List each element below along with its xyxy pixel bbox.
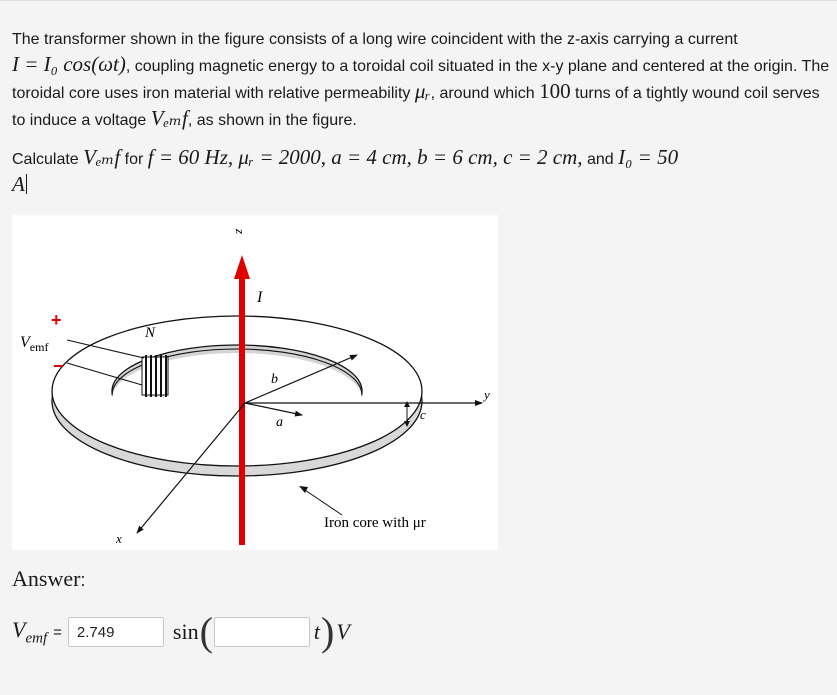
current-equation: I = I₀ cos(ωt) — [12, 52, 126, 76]
y-axis-label: y — [484, 387, 490, 402]
question-text-run: turns of a tightly wound coil serves to induce a voltage — [12, 85, 820, 129]
answer-heading-text: Answer — [12, 566, 81, 591]
question-paragraph-1 — [12, 28, 832, 133]
volt-unit: V — [336, 619, 350, 644]
question-text-run: and — [582, 151, 619, 168]
close-paren: ) — [321, 609, 335, 654]
minus-terminal-label: − — [53, 356, 64, 376]
current-label: I — [257, 289, 263, 306]
i0-value: I₀ = 50 — [618, 145, 679, 169]
question-text-run: , as shown in the figure. — [187, 112, 357, 129]
phase-input[interactable] — [214, 617, 310, 647]
current-arrow-icon — [234, 255, 250, 279]
t-variable: t — [313, 619, 321, 644]
top-divider — [0, 0, 837, 1]
vemf-answer-symbol — [12, 617, 47, 647]
question-text-run: Calculate — [12, 151, 84, 168]
transformer-figure — [12, 215, 498, 550]
text-caret — [26, 174, 27, 194]
wire-lower — [239, 475, 245, 545]
vemf-subscript: emf — [25, 630, 48, 647]
c-label: c — [420, 407, 426, 422]
core-leader-line — [302, 488, 342, 515]
answer-row — [12, 609, 350, 654]
a-label: a — [276, 415, 283, 430]
equals-sign: = — [53, 623, 62, 641]
question-paragraph-2 — [12, 145, 832, 199]
vemf-symbol: Vₑₘf — [150, 106, 188, 130]
coil-windings — [142, 355, 168, 397]
wire-upper — [239, 277, 245, 477]
x-axis-label: x — [116, 531, 122, 546]
turns-number: 100 — [539, 79, 571, 103]
open-paren: ( — [199, 609, 213, 654]
b-label: b — [271, 372, 278, 387]
question-text-run: , around which — [430, 85, 540, 102]
vemf-v: V — [12, 616, 26, 642]
z-axis-label: z — [233, 229, 248, 235]
plus-terminal-label: + — [51, 310, 62, 330]
unit-symbol: A — [12, 172, 25, 196]
mu-symbol: μᵣ — [414, 79, 431, 103]
answer-colon: : — [80, 570, 86, 590]
core-label: Iron core with μr — [324, 515, 426, 531]
vemf-symbol: Vₑₘf — [83, 145, 121, 169]
sin-label: sin — [172, 619, 199, 644]
amplitude-input[interactable] — [68, 617, 164, 647]
core-leader-arrow-icon — [299, 486, 308, 493]
question-text — [12, 28, 832, 199]
question-text-run: for — [120, 151, 148, 168]
answer-heading — [12, 566, 85, 592]
question-text-run: The transformer shown in the figure consists of a long wire coincident with the z-axis carrying a current — [12, 31, 738, 48]
transformer-diagram — [12, 215, 498, 550]
turns-label: N — [145, 325, 156, 341]
question-text-run: , coupling magnetic energy to a toroidal coil situated in the x-y plane and centered at the origin. The toroidal core uses iron material with relative permeability — [12, 58, 830, 102]
vemf-label: $V_{emf}$ — [20, 334, 49, 354]
given-parameters: f = 60 Hz, μᵣ = 2000, a = 4 cm, b = 6 cm, c = 2 cm, — [147, 145, 583, 169]
